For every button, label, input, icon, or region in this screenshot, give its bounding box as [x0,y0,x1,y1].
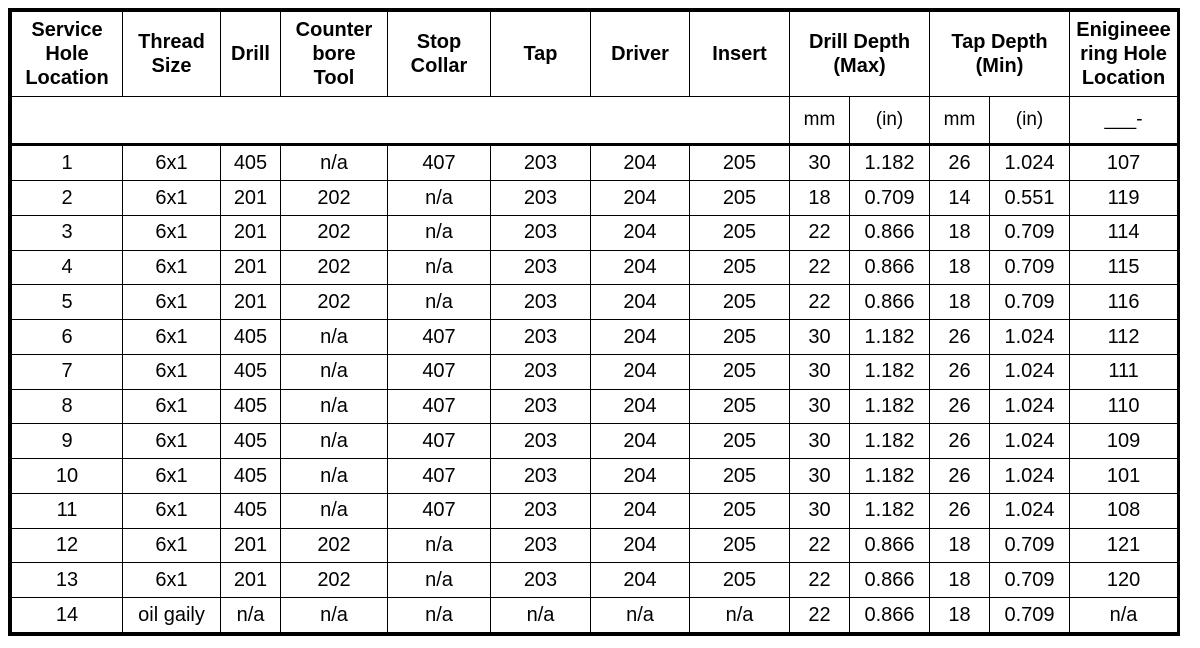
cell-stop-collar: n/a [388,215,491,250]
cell-stop-collar: 407 [388,459,491,494]
cell-tap-depth-in: 0.709 [990,528,1070,563]
tooling-table [11,11,1178,633]
cell-counter-bore-tool: 202 [281,528,388,563]
cell-tap-depth-mm: 26 [930,354,990,389]
cell-stop-collar: n/a [388,250,491,285]
cell-driver: 204 [591,493,690,528]
cell-insert: 205 [690,493,790,528]
header-stop-collar: Stop Collar [388,12,491,97]
cell-engineering-hole: 121 [1070,528,1178,563]
header-drill: Drill [221,12,281,97]
cell-counter-bore-tool: n/a [281,320,388,355]
cell-drill-depth-in: 1.182 [850,320,930,355]
cell-drill-depth-mm: 30 [790,459,850,494]
cell-driver: n/a [591,598,690,633]
cell-counter-bore-tool: n/a [281,598,388,633]
cell-drill-depth-in: 0.709 [850,181,930,216]
cell-tap-depth-mm: 26 [930,424,990,459]
cell-stop-collar: 407 [388,145,491,181]
cell-service-hole: 7 [12,354,123,389]
cell-drill-depth-mm: 22 [790,285,850,320]
cell-engineering-hole: 114 [1070,215,1178,250]
cell-counter-bore-tool: 202 [281,563,388,598]
cell-tap-depth-mm: 18 [930,215,990,250]
cell-tap-depth-mm: 18 [930,598,990,633]
table-row [12,598,1178,633]
cell-drill: 405 [221,493,281,528]
cell-drill-depth-in: 1.182 [850,354,930,389]
cell-insert: 205 [690,563,790,598]
cell-insert: n/a [690,598,790,633]
cell-drill-depth-in: 0.866 [850,215,930,250]
cell-tap: 203 [491,181,591,216]
cell-tap: 203 [491,563,591,598]
cell-tap-depth-mm: 26 [930,320,990,355]
cell-engineering-hole: 109 [1070,424,1178,459]
cell-tap-depth-in: 1.024 [990,493,1070,528]
cell-drill: 405 [221,424,281,459]
unit-row [12,97,1178,145]
cell-driver: 204 [591,528,690,563]
cell-tap-depth-in: 0.709 [990,598,1070,633]
table-row [12,250,1178,285]
cell-drill-depth-in: 1.182 [850,389,930,424]
cell-drill-depth-mm: 18 [790,181,850,216]
cell-stop-collar: 407 [388,320,491,355]
cell-engineering-hole: 116 [1070,285,1178,320]
cell-stop-collar: n/a [388,528,491,563]
cell-engineering-hole: 120 [1070,563,1178,598]
table-row [12,389,1178,424]
cell-drill-depth-mm: 22 [790,563,850,598]
cell-drill: 405 [221,354,281,389]
cell-drill-depth-mm: 30 [790,320,850,355]
cell-insert: 205 [690,250,790,285]
cell-thread-size: 6x1 [123,424,221,459]
cell-tap: 203 [491,528,591,563]
cell-insert: 205 [690,181,790,216]
table-row [12,424,1178,459]
cell-engineering-hole: 119 [1070,181,1178,216]
unit-row-blank [12,97,790,145]
cell-tap-depth-in: 1.024 [990,145,1070,181]
cell-tap-depth-mm: 26 [930,389,990,424]
cell-stop-collar: n/a [388,285,491,320]
cell-service-hole: 8 [12,389,123,424]
cell-drill-depth-mm: 30 [790,145,850,181]
cell-drill-depth-in: 0.866 [850,563,930,598]
cell-counter-bore-tool: n/a [281,424,388,459]
cell-counter-bore-tool: 202 [281,215,388,250]
cell-drill-depth-in: 1.182 [850,493,930,528]
unit-drill-in: (in) [850,97,930,145]
cell-counter-bore-tool: n/a [281,459,388,494]
unit-drill-mm: mm [790,97,850,145]
unit-eng: ___- [1070,97,1178,145]
table-row [12,528,1178,563]
cell-tap-depth-mm: 18 [930,528,990,563]
cell-thread-size: 6x1 [123,354,221,389]
cell-engineering-hole: 101 [1070,459,1178,494]
cell-stop-collar: 407 [388,354,491,389]
cell-engineering-hole: 108 [1070,493,1178,528]
cell-service-hole: 6 [12,320,123,355]
cell-tap-depth-mm: 18 [930,250,990,285]
cell-insert: 205 [690,528,790,563]
cell-tap-depth-in: 0.551 [990,181,1070,216]
header-engineering-hole-location: Enigineee ring Hole Location [1070,12,1178,97]
cell-tap: 203 [491,215,591,250]
cell-drill: 405 [221,389,281,424]
cell-drill-depth-in: 1.182 [850,459,930,494]
cell-insert: 205 [690,145,790,181]
cell-service-hole: 13 [12,563,123,598]
cell-tap-depth-in: 1.024 [990,354,1070,389]
cell-engineering-hole: 112 [1070,320,1178,355]
cell-tap-depth-mm: 26 [930,459,990,494]
cell-thread-size: 6x1 [123,389,221,424]
cell-tap-depth-in: 0.709 [990,563,1070,598]
header-counter-bore-tool: Counter bore Tool [281,12,388,97]
cell-tap-depth-in: 1.024 [990,320,1070,355]
cell-tap: 203 [491,320,591,355]
cell-thread-size: 6x1 [123,320,221,355]
cell-stop-collar: n/a [388,181,491,216]
cell-drill-depth-in: 0.866 [850,528,930,563]
cell-drill-depth-mm: 22 [790,215,850,250]
cell-stop-collar: n/a [388,598,491,633]
cell-drill: 201 [221,528,281,563]
cell-stop-collar: n/a [388,563,491,598]
cell-driver: 204 [591,181,690,216]
cell-tap: 203 [491,424,591,459]
cell-driver: 204 [591,145,690,181]
cell-drill-depth-mm: 30 [790,354,850,389]
cell-insert: 205 [690,389,790,424]
cell-drill-depth-in: 0.866 [850,598,930,633]
cell-drill: 201 [221,215,281,250]
cell-drill-depth-mm: 22 [790,598,850,633]
cell-tap-depth-in: 1.024 [990,424,1070,459]
unit-tap-mm: mm [930,97,990,145]
cell-drill: 201 [221,563,281,598]
cell-drill-depth-mm: 30 [790,493,850,528]
cell-counter-bore-tool: n/a [281,354,388,389]
unit-tap-in: (in) [990,97,1070,145]
cell-thread-size: 6x1 [123,493,221,528]
cell-drill-depth-mm: 30 [790,424,850,459]
cell-tap: 203 [491,145,591,181]
cell-thread-size: 6x1 [123,563,221,598]
cell-insert: 205 [690,354,790,389]
cell-drill: 201 [221,181,281,216]
cell-driver: 204 [591,320,690,355]
table-row [12,320,1178,355]
cell-drill: 405 [221,459,281,494]
cell-driver: 204 [591,459,690,494]
header-service-hole-location: Service Hole Location [12,12,123,97]
cell-tap: n/a [491,598,591,633]
cell-insert: 205 [690,285,790,320]
cell-insert: 205 [690,215,790,250]
cell-service-hole: 14 [12,598,123,633]
cell-thread-size: 6x1 [123,528,221,563]
table-row [12,285,1178,320]
cell-service-hole: 10 [12,459,123,494]
cell-engineering-hole: 111 [1070,354,1178,389]
cell-counter-bore-tool: 202 [281,181,388,216]
cell-service-hole: 11 [12,493,123,528]
cell-counter-bore-tool: 202 [281,285,388,320]
cell-driver: 204 [591,354,690,389]
cell-engineering-hole: 110 [1070,389,1178,424]
table-row [12,459,1178,494]
cell-engineering-hole: n/a [1070,598,1178,633]
cell-drill: 201 [221,285,281,320]
header-driver: Driver [591,12,690,97]
cell-tap: 203 [491,389,591,424]
cell-tap: 203 [491,354,591,389]
cell-engineering-hole: 107 [1070,145,1178,181]
cell-tap-depth-in: 1.024 [990,459,1070,494]
cell-stop-collar: 407 [388,389,491,424]
cell-stop-collar: 407 [388,424,491,459]
cell-tap-depth-mm: 14 [930,181,990,216]
cell-tap-depth-in: 0.709 [990,215,1070,250]
cell-drill-depth-in: 0.866 [850,285,930,320]
header-thread-size: Thread Size [123,12,221,97]
cell-driver: 204 [591,285,690,320]
cell-tap-depth-mm: 18 [930,563,990,598]
cell-tap-depth-mm: 26 [930,145,990,181]
cell-drill: 405 [221,320,281,355]
table-row [12,215,1178,250]
cell-driver: 204 [591,215,690,250]
cell-tap-depth-in: 0.709 [990,285,1070,320]
cell-service-hole: 9 [12,424,123,459]
table-row [12,563,1178,598]
cell-thread-size: 6x1 [123,459,221,494]
table-row [12,181,1178,216]
cell-counter-bore-tool: n/a [281,493,388,528]
cell-tap: 203 [491,493,591,528]
cell-tap-depth-in: 1.024 [990,389,1070,424]
cell-insert: 205 [690,459,790,494]
cell-counter-bore-tool: n/a [281,145,388,181]
cell-drill: n/a [221,598,281,633]
cell-counter-bore-tool: 202 [281,250,388,285]
cell-tap-depth-mm: 26 [930,493,990,528]
cell-thread-size: 6x1 [123,145,221,181]
table-row [12,354,1178,389]
cell-thread-size: oil gaily [123,598,221,633]
cell-thread-size: 6x1 [123,285,221,320]
cell-service-hole: 3 [12,215,123,250]
cell-service-hole: 5 [12,285,123,320]
cell-service-hole: 2 [12,181,123,216]
cell-drill-depth-mm: 22 [790,250,850,285]
cell-tap: 203 [491,459,591,494]
header-tap-depth: Tap Depth (Min) [930,12,1070,97]
cell-drill: 201 [221,250,281,285]
tooling-table-frame [8,8,1180,636]
cell-thread-size: 6x1 [123,181,221,216]
cell-tap-depth-in: 0.709 [990,250,1070,285]
cell-service-hole: 1 [12,145,123,181]
cell-service-hole: 12 [12,528,123,563]
cell-drill-depth-in: 0.866 [850,250,930,285]
cell-tap: 203 [491,285,591,320]
header-tap: Tap [491,12,591,97]
cell-engineering-hole: 115 [1070,250,1178,285]
cell-drill-depth-in: 1.182 [850,145,930,181]
cell-stop-collar: 407 [388,493,491,528]
cell-drill-depth-mm: 22 [790,528,850,563]
cell-drill-depth-mm: 30 [790,389,850,424]
cell-driver: 204 [591,424,690,459]
cell-tap: 203 [491,250,591,285]
cell-drill-depth-in: 1.182 [850,424,930,459]
cell-service-hole: 4 [12,250,123,285]
cell-drill: 405 [221,145,281,181]
cell-driver: 204 [591,563,690,598]
cell-driver: 204 [591,389,690,424]
cell-insert: 205 [690,424,790,459]
header-row [12,12,1178,97]
cell-counter-bore-tool: n/a [281,389,388,424]
cell-driver: 204 [591,250,690,285]
cell-thread-size: 6x1 [123,250,221,285]
table-row [12,493,1178,528]
cell-insert: 205 [690,320,790,355]
header-insert: Insert [690,12,790,97]
cell-thread-size: 6x1 [123,215,221,250]
header-drill-depth: Drill Depth (Max) [790,12,930,97]
cell-tap-depth-mm: 18 [930,285,990,320]
table-row [12,145,1178,181]
